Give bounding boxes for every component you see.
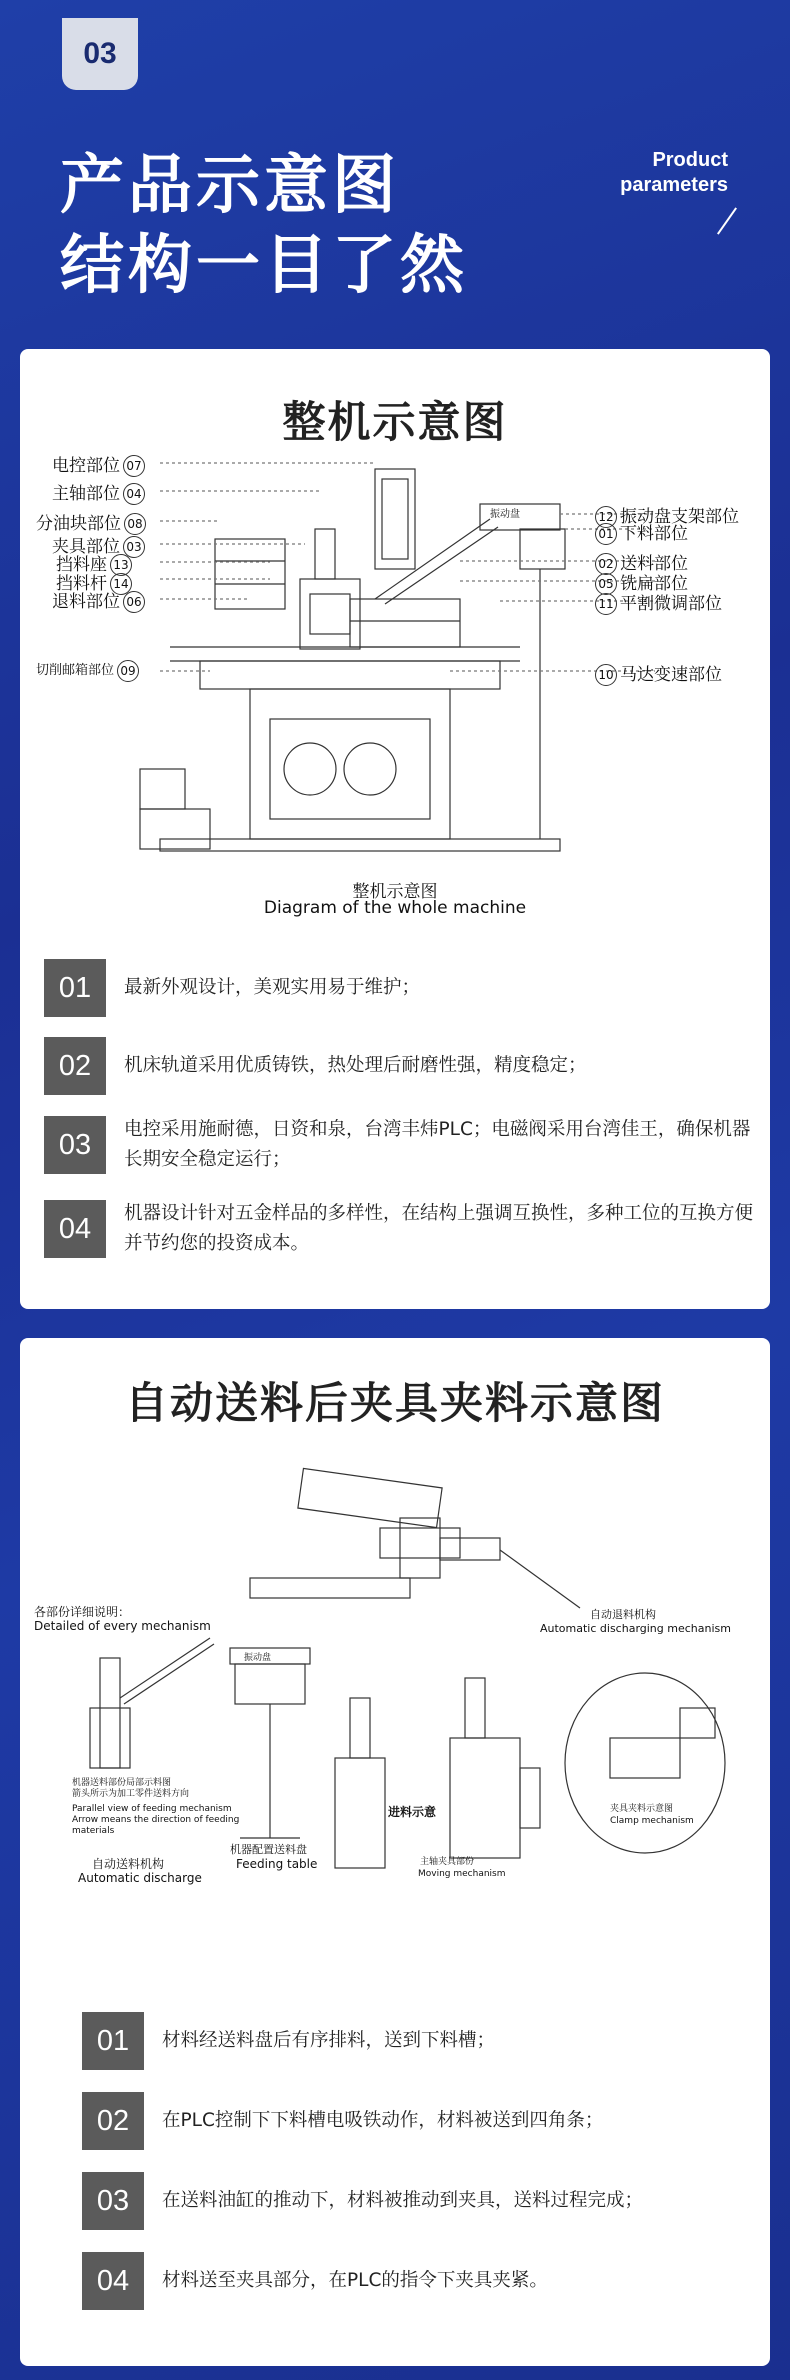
- step-number: 02: [82, 2092, 144, 2150]
- label-motor-speed: 10 马达变速部位: [592, 660, 722, 686]
- label-feeding: 02 送料部位: [592, 549, 688, 575]
- feature-number: 04: [44, 1200, 106, 1258]
- auto-discharge-cn: 自动退料机构: [590, 1608, 656, 1621]
- label-electric-control: 电控部位 07: [52, 451, 148, 477]
- step-text: 材料经送料盘后有序排料，送到下料槽；: [162, 2030, 496, 2051]
- vib-bowl-label: 振动盘: [490, 509, 520, 520]
- clamp-cn: 夹具夹料示意图: [610, 1804, 674, 1814]
- feature-text: 机床轨道采用优质铸铁，热处理后耐磨性强，精度稳定；: [124, 1055, 587, 1076]
- feeding-table-cn: 机器配置送料盘: [230, 1843, 307, 1856]
- feature-item-2: [44, 1037, 754, 1095]
- label-blanking: 01 下料部位: [592, 519, 688, 545]
- title-line-2: 结构一目了然: [60, 229, 468, 303]
- label-spindle: 主轴部位 04: [52, 479, 148, 505]
- label-fixture: 夹具部位 03: [52, 532, 148, 558]
- step-text: 材料送至夹具部分，在PLC的指令下夹具夹紧。: [162, 2270, 548, 2291]
- feature-text: 机器设计针对五金样品的多样性，在结构上强调互换性，多种工位的互换方便并节约您的投资成本。: [124, 1203, 754, 1254]
- auto-discharge-en: Automatic discharging mechanism: [540, 1622, 731, 1635]
- feature-item-4: [44, 1199, 754, 1259]
- decorative-slash: [717, 207, 737, 234]
- feed-drawing: [20, 1438, 770, 2018]
- step-item-3: [82, 2172, 742, 2230]
- label-vibrating-bowl-stand: 12 振动盘支架部位: [592, 502, 739, 528]
- step-number: 01: [82, 2012, 144, 2070]
- en-line-1: Product: [652, 149, 728, 171]
- step-text: 在送料油缸的推动下，材料被推动到夹具，送料过程完成；: [162, 2190, 644, 2211]
- auto-feed-card: [20, 1338, 770, 2366]
- label-cut-adjust: 11 平割微调部位: [592, 589, 722, 615]
- step-number: 04: [82, 2252, 144, 2310]
- diagram-caption-en: Diagram of the whole machine: [263, 898, 527, 918]
- detail-label-cn: 各部份详细说明：: [34, 1605, 131, 1619]
- step-number: 03: [82, 2172, 144, 2230]
- step-item-2: [82, 2092, 742, 2150]
- feed-mechanism-diagram: [20, 1438, 770, 2018]
- clamp-en: Clamp mechanism: [610, 1816, 694, 1826]
- en-line-2: parameters: [620, 174, 728, 196]
- step-item-4: [82, 2252, 742, 2310]
- whole-machine-diagram: [20, 449, 770, 929]
- moving-mech-en: Moving mechanism: [418, 1869, 506, 1879]
- feature-number: 01: [44, 959, 106, 1017]
- detail-label-en: Detailed of every mechanism: [34, 1619, 211, 1633]
- feature-number: 02: [44, 1037, 106, 1095]
- label-cutting-tank: 切削邮箱部位 09: [36, 659, 142, 682]
- label-stopper-seat: 挡料座 13: [56, 550, 135, 576]
- label-stopper-rod: 挡料杆 14: [56, 569, 135, 595]
- label-oil-block: 分油块部位 08: [36, 509, 149, 535]
- feed-view-caption: 机器送料部份局部示料图 箭头所示为加工零件送料方向 Parallel view of feeding mechanism Arrow means the direction of feeding materials: [72, 1778, 240, 1836]
- feature-text: 电控采用施耐德，日资和泉，台湾丰炜PLC；电磁阀采用台湾佳王，确保机器长期安全稳定运行；: [124, 1119, 751, 1170]
- title-line-1: 产品示意图: [60, 149, 400, 223]
- feature-text: 最新外观设计，美观实用易于维护；: [124, 977, 421, 998]
- whole-machine-card: [20, 349, 770, 1309]
- feeding-table-en: Feeding table: [236, 1857, 318, 1871]
- feature-item-1: [44, 959, 754, 1017]
- section-number-badge: 03: [62, 18, 138, 90]
- feature-item-3: [44, 1115, 754, 1175]
- moving-mech-cn: 主轴夹具部份: [420, 1857, 475, 1867]
- label-flat-milling: 05 铣扁部位: [592, 569, 688, 595]
- feature-number: 03: [44, 1116, 106, 1174]
- diagram-caption-cn: 整机示意图: [352, 882, 438, 902]
- vib-bowl-label-2: 振动盘: [244, 1653, 272, 1663]
- feed-mech-en: Automatic discharge: [78, 1871, 202, 1885]
- card1-title: 整机示意图: [282, 398, 508, 448]
- step-item-1: [82, 2012, 742, 2070]
- label-discharge: 退料部位 06: [52, 587, 148, 613]
- english-subtitle: [620, 148, 728, 198]
- card2-title: 自动送料后夹具夹料示意图: [125, 1379, 665, 1429]
- feed-arrow-label: 进料示意: [388, 1805, 437, 1819]
- feed-mech-cn: 自动送料机构: [92, 1857, 165, 1871]
- page-title: [60, 146, 468, 306]
- step-text: 在PLC控制下下料槽电吸铁动作，材料被送到四角条；: [162, 2110, 604, 2131]
